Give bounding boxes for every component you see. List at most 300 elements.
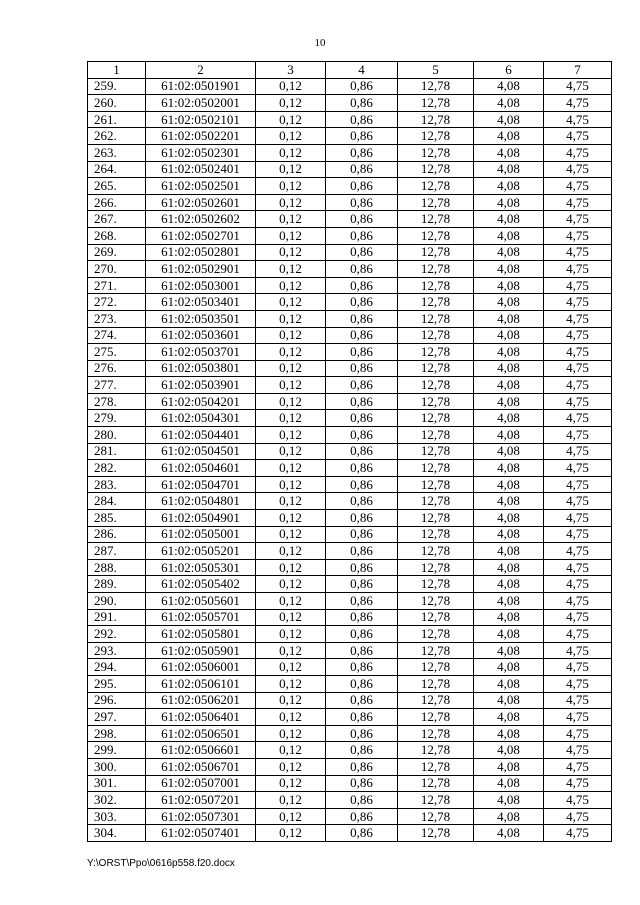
table-cell: 4,08 [474,692,544,709]
table-cell: 268. [88,227,146,244]
table-cell: 61:02:0505801 [146,626,256,643]
table-cell: 0,12 [256,144,326,161]
table-cell: 4,75 [544,559,612,576]
table-cell: 12,78 [398,211,474,228]
table-cell: 288. [88,559,146,576]
table-cell: 259. [88,78,146,95]
table-cell: 12,78 [398,111,474,128]
table-cell: 0,12 [256,277,326,294]
table-row [88,178,612,195]
table-cell: 61:02:0503501 [146,310,256,327]
table-row [88,742,612,759]
table-cell: 4,75 [544,659,612,676]
table-cell: 0,12 [256,95,326,112]
table-cell: 0,12 [256,194,326,211]
table-cell: 61:02:0502601 [146,194,256,211]
table-row [88,377,612,394]
table-cell: 0,86 [326,327,398,344]
table-cell: 12,78 [398,261,474,278]
table-row [88,775,612,792]
table-cell: 275. [88,344,146,361]
table-cell: 4,75 [544,344,612,361]
table-cell: 0,12 [256,476,326,493]
table-cell: 4,75 [544,277,612,294]
table-cell: 4,08 [474,144,544,161]
table-cell: 12,78 [398,709,474,726]
table-row [88,526,612,543]
table-cell: 4,75 [544,808,612,825]
table-cell: 12,78 [398,443,474,460]
table-cell: 0,86 [326,111,398,128]
table-cell: 61:02:0503401 [146,294,256,311]
table-cell: 4,08 [474,559,544,576]
table-cell: 279. [88,410,146,427]
column-header: 6 [474,62,544,79]
table-cell: 12,78 [398,178,474,195]
table-cell: 0,12 [256,410,326,427]
table-cell: 0,86 [326,144,398,161]
table-cell: 4,75 [544,244,612,261]
table-cell: 12,78 [398,95,474,112]
table-cell: 4,75 [544,393,612,410]
table-cell: 0,86 [326,725,398,742]
table-cell: 12,78 [398,493,474,510]
table-cell: 12,78 [398,758,474,775]
table-cell: 4,08 [474,227,544,244]
table-cell: 0,12 [256,393,326,410]
table-row [88,443,612,460]
table-cell: 12,78 [398,427,474,444]
table-cell: 302. [88,792,146,809]
table-cell: 61:02:0507201 [146,792,256,809]
table-cell: 12,78 [398,344,474,361]
table-cell: 4,75 [544,227,612,244]
table-cell: 0,86 [326,178,398,195]
table-row [88,659,612,676]
table-cell: 12,78 [398,294,474,311]
table-cell: 4,75 [544,261,612,278]
table-cell: 61:02:0505601 [146,593,256,610]
table-cell: 0,86 [326,709,398,726]
table-cell: 61:02:0502801 [146,244,256,261]
table-cell: 4,08 [474,510,544,527]
table-cell: 0,12 [256,559,326,576]
table-cell: 61:02:0505402 [146,576,256,593]
table-row [88,543,612,560]
table-cell: 260. [88,95,146,112]
table-cell: 4,08 [474,725,544,742]
table-body [88,78,612,841]
table-cell: 0,86 [326,194,398,211]
table-cell: 286. [88,526,146,543]
table-cell: 4,75 [544,775,612,792]
table-cell: 61:02:0503701 [146,344,256,361]
table-cell: 4,75 [544,758,612,775]
table-row [88,709,612,726]
table-cell: 12,78 [398,725,474,742]
table-cell: 4,08 [474,460,544,477]
table-cell: 4,08 [474,675,544,692]
table-cell: 4,75 [544,161,612,178]
table-cell: 0,86 [326,427,398,444]
table-cell: 61:02:0506401 [146,709,256,726]
table-cell: 4,75 [544,543,612,560]
table-cell: 273. [88,310,146,327]
table-cell: 0,12 [256,377,326,394]
table-cell: 0,86 [326,244,398,261]
table-cell: 0,12 [256,344,326,361]
table-cell: 0,86 [326,161,398,178]
table-cell: 0,86 [326,211,398,228]
table-row [88,78,612,95]
table-cell: 0,86 [326,410,398,427]
table-cell: 0,86 [326,543,398,560]
table-cell: 292. [88,626,146,643]
table-row [88,360,612,377]
table-cell: 4,75 [544,526,612,543]
table-cell: 12,78 [398,675,474,692]
table-row [88,559,612,576]
table-cell: 0,86 [326,310,398,327]
table-cell: 4,08 [474,825,544,842]
table-cell: 0,12 [256,692,326,709]
table-cell: 0,12 [256,327,326,344]
table-cell: 4,08 [474,443,544,460]
table-cell: 4,08 [474,277,544,294]
table-cell: 4,08 [474,659,544,676]
table-cell: 61:02:0503601 [146,327,256,344]
table-cell: 278. [88,393,146,410]
table-cell: 4,75 [544,476,612,493]
table-cell: 61:02:0502701 [146,227,256,244]
table-row [88,642,612,659]
table-cell: 300. [88,758,146,775]
table-cell: 12,78 [398,310,474,327]
table-cell: 0,12 [256,360,326,377]
table-cell: 61:02:0503801 [146,360,256,377]
table-cell: 4,08 [474,742,544,759]
table-row [88,310,612,327]
table-cell: 0,86 [326,559,398,576]
table-cell: 4,08 [474,211,544,228]
table-cell: 61:02:0504201 [146,393,256,410]
table-cell: 12,78 [398,78,474,95]
table-row [88,758,612,775]
table-cell: 4,08 [474,526,544,543]
table-cell: 287. [88,543,146,560]
table-cell: 4,75 [544,377,612,394]
table-cell: 0,86 [326,775,398,792]
table-cell: 61:02:0505301 [146,559,256,576]
table-cell: 61:02:0502201 [146,128,256,145]
table-row [88,692,612,709]
table-cell: 0,12 [256,626,326,643]
table-cell: 0,12 [256,510,326,527]
table-row [88,626,612,643]
table-cell: 0,12 [256,78,326,95]
table-cell: 4,75 [544,95,612,112]
table-row [88,792,612,809]
table-cell: 12,78 [398,526,474,543]
table-cell: 4,75 [544,642,612,659]
table-cell: 280. [88,427,146,444]
table-cell: 266. [88,194,146,211]
table-cell: 277. [88,377,146,394]
table-row [88,344,612,361]
data-table [87,61,612,842]
table-cell: 0,12 [256,244,326,261]
column-header: 7 [544,62,612,79]
table-cell: 61:02:0502602 [146,211,256,228]
table-cell: 61:02:0502101 [146,111,256,128]
table-cell: 12,78 [398,277,474,294]
table-cell: 0,86 [326,576,398,593]
column-header: 4 [326,62,398,79]
table-cell: 4,08 [474,344,544,361]
table-cell: 61:02:0506101 [146,675,256,692]
table-cell: 12,78 [398,128,474,145]
table-cell: 0,12 [256,642,326,659]
table-cell: 4,08 [474,161,544,178]
table-cell: 298. [88,725,146,742]
table-cell: 4,08 [474,244,544,261]
table-cell: 61:02:0507401 [146,825,256,842]
table-cell: 0,12 [256,675,326,692]
table-cell: 12,78 [398,825,474,842]
table-cell: 0,12 [256,310,326,327]
table-cell: 4,08 [474,792,544,809]
table-cell: 0,12 [256,111,326,128]
table-cell: 301. [88,775,146,792]
table-cell: 61:02:0506001 [146,659,256,676]
table-cell: 283. [88,476,146,493]
table-row [88,128,612,145]
table-cell: 4,08 [474,178,544,195]
table-cell: 0,12 [256,227,326,244]
table-row [88,194,612,211]
table-cell: 0,12 [256,294,326,311]
table-cell: 289. [88,576,146,593]
table-cell: 4,08 [474,360,544,377]
table-cell: 0,86 [326,344,398,361]
table-cell: 4,08 [474,410,544,427]
table-cell: 4,08 [474,393,544,410]
table-cell: 0,12 [256,609,326,626]
table-cell: 12,78 [398,559,474,576]
table-cell: 12,78 [398,377,474,394]
table-cell: 61:02:0504601 [146,460,256,477]
table-cell: 4,08 [474,128,544,145]
table-cell: 0,86 [326,493,398,510]
table-cell: 0,12 [256,493,326,510]
table-cell: 61:02:0504701 [146,476,256,493]
table-cell: 61:02:0506201 [146,692,256,709]
table-cell: 0,12 [256,758,326,775]
table-cell: 284. [88,493,146,510]
table-row [88,277,612,294]
table-cell: 61:02:0507301 [146,808,256,825]
table-cell: 263. [88,144,146,161]
table-cell: 0,86 [326,642,398,659]
table-cell: 4,08 [474,327,544,344]
table-cell: 12,78 [398,144,474,161]
table-cell: 0,86 [326,78,398,95]
table-cell: 0,86 [326,128,398,145]
table-cell: 276. [88,360,146,377]
table-cell: 0,12 [256,427,326,444]
table-cell: 61:02:0504501 [146,443,256,460]
table-cell: 270. [88,261,146,278]
table-cell: 0,12 [256,775,326,792]
table-cell: 303. [88,808,146,825]
table-cell: 61:02:0504801 [146,493,256,510]
table-cell: 61:02:0502001 [146,95,256,112]
table-row [88,95,612,112]
table-cell: 12,78 [398,642,474,659]
table-cell: 61:02:0502301 [146,144,256,161]
table-cell: 0,86 [326,742,398,759]
table-row [88,609,612,626]
table-cell: 12,78 [398,194,474,211]
table-cell: 4,08 [474,294,544,311]
table-cell: 4,08 [474,78,544,95]
table-cell: 274. [88,327,146,344]
table-cell: 0,86 [326,609,398,626]
table-cell: 12,78 [398,808,474,825]
table-cell: 61:02:0505901 [146,642,256,659]
table-cell: 61:02:0503001 [146,277,256,294]
column-header: 1 [88,62,146,79]
table-cell: 261. [88,111,146,128]
table-cell: 61:02:0505701 [146,609,256,626]
table-cell: 4,75 [544,825,612,842]
table-row [88,261,612,278]
table-cell: 4,75 [544,510,612,527]
table-cell: 4,08 [474,543,544,560]
table-cell: 4,08 [474,476,544,493]
column-header: 3 [256,62,326,79]
table-cell: 0,86 [326,227,398,244]
table-cell: 4,75 [544,593,612,610]
table-cell: 12,78 [398,593,474,610]
table-row [88,211,612,228]
table-cell: 4,75 [544,178,612,195]
table-row [88,244,612,261]
table-cell: 12,78 [398,460,474,477]
table-cell: 0,86 [326,825,398,842]
table-cell: 293. [88,642,146,659]
table-cell: 0,12 [256,460,326,477]
table-cell: 12,78 [398,626,474,643]
table-cell: 0,86 [326,675,398,692]
table-cell: 4,75 [544,211,612,228]
table-cell: 0,86 [326,659,398,676]
table-cell: 4,75 [544,194,612,211]
table-cell: 0,86 [326,626,398,643]
table-row [88,510,612,527]
table-row [88,808,612,825]
table-cell: 4,75 [544,626,612,643]
table-cell: 4,08 [474,808,544,825]
page-number: 10 [314,37,326,49]
table-row [88,161,612,178]
table-cell: 4,75 [544,709,612,726]
table-cell: 4,75 [544,360,612,377]
table-cell: 0,12 [256,443,326,460]
table-cell: 4,08 [474,427,544,444]
table-cell: 61:02:0505001 [146,526,256,543]
table-cell: 291. [88,609,146,626]
table-cell: 294. [88,659,146,676]
table-cell: 4,08 [474,593,544,610]
table-row [88,227,612,244]
table-row [88,825,612,842]
table-cell: 12,78 [398,327,474,344]
table-cell: 0,12 [256,161,326,178]
table-cell: 295. [88,675,146,692]
table-cell: 12,78 [398,742,474,759]
table-cell: 304. [88,825,146,842]
table-cell: 297. [88,709,146,726]
table-cell: 296. [88,692,146,709]
table-cell: 61:02:0503901 [146,377,256,394]
table-cell: 4,75 [544,725,612,742]
table-cell: 12,78 [398,360,474,377]
table-cell: 0,86 [326,792,398,809]
table-cell: 269. [88,244,146,261]
table-cell: 0,86 [326,95,398,112]
table-cell: 271. [88,277,146,294]
table-cell: 61:02:0504301 [146,410,256,427]
table-cell: 4,75 [544,609,612,626]
table-cell: 0,12 [256,659,326,676]
table-cell: 4,75 [544,792,612,809]
table-row [88,410,612,427]
table-header-row [88,62,612,79]
table-cell: 282. [88,460,146,477]
table-cell: 4,08 [474,709,544,726]
table-cell: 0,12 [256,543,326,560]
table-cell: 12,78 [398,609,474,626]
table-cell: 12,78 [398,510,474,527]
table-row [88,327,612,344]
table-cell: 4,08 [474,194,544,211]
table-row [88,593,612,610]
table-cell: 12,78 [398,659,474,676]
table-cell: 4,08 [474,310,544,327]
table-cell: 0,86 [326,377,398,394]
table-cell: 0,12 [256,178,326,195]
table-cell: 0,12 [256,128,326,145]
table-cell: 61:02:0502901 [146,261,256,278]
table-cell: 4,75 [544,443,612,460]
table-cell: 4,75 [544,427,612,444]
table-cell: 0,86 [326,758,398,775]
table-row [88,393,612,410]
table-cell: 0,12 [256,792,326,809]
table-cell: 61:02:0506601 [146,742,256,759]
table-row [88,427,612,444]
table-row [88,144,612,161]
table-cell: 0,12 [256,593,326,610]
table-cell: 4,75 [544,460,612,477]
table-row [88,493,612,510]
table-cell: 12,78 [398,543,474,560]
table-cell: 0,12 [256,526,326,543]
table-cell: 4,08 [474,626,544,643]
table-cell: 285. [88,510,146,527]
table-cell: 4,75 [544,310,612,327]
